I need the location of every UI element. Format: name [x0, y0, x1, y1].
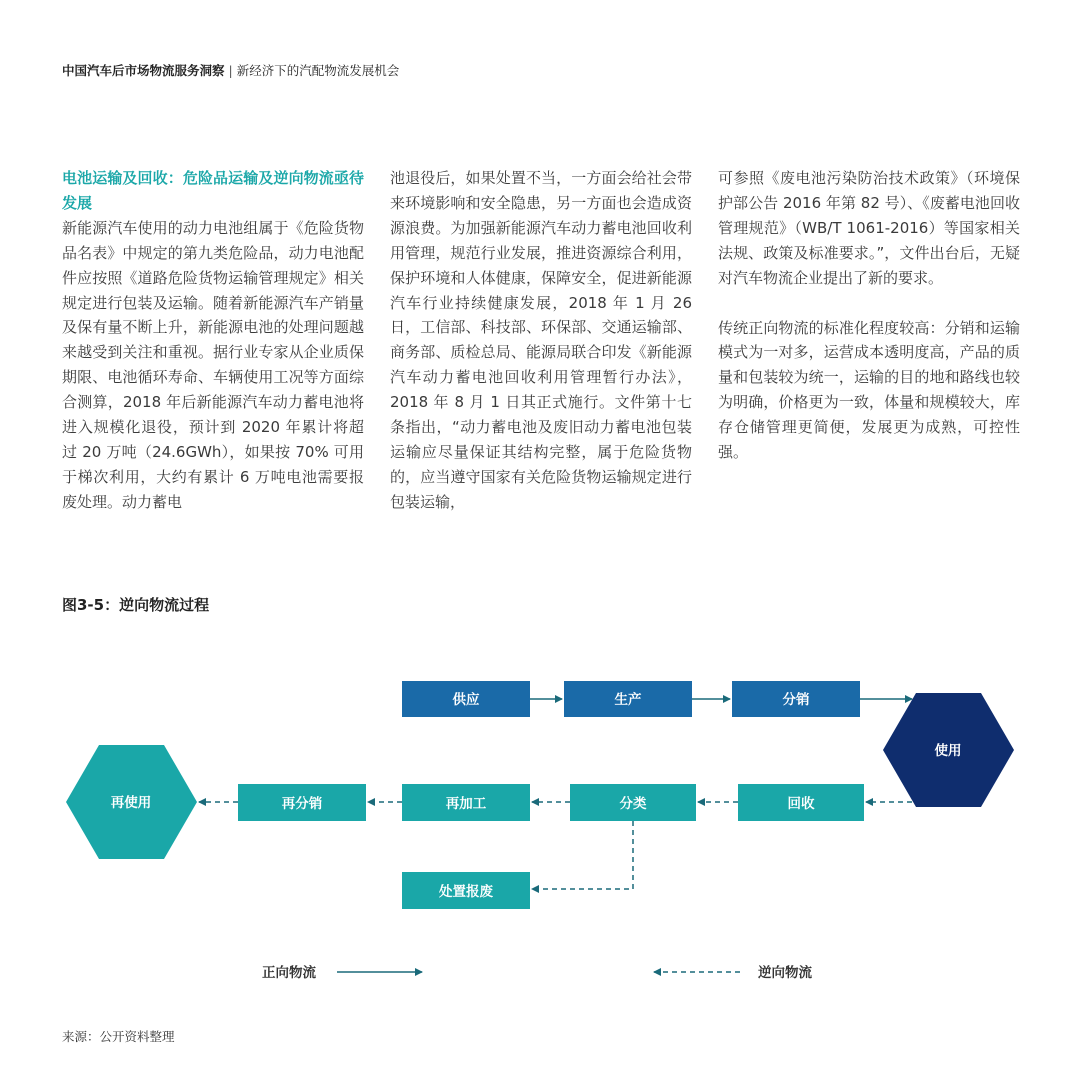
header-separator: | [228, 63, 233, 78]
distribute-label: 分销 [782, 692, 810, 708]
dispose-label: 处置报废 [439, 884, 493, 900]
source-note: 来源：公开资料整理 [62, 1029, 175, 1044]
redistribute-label: 再分销 [281, 796, 323, 812]
header-title: 中国汽车后市场物流服务洞察 [62, 63, 225, 78]
supply-label: 供应 [452, 692, 480, 708]
figure-title: 图3-5：逆向物流过程 [62, 596, 210, 614]
text-column-2 [390, 166, 692, 515]
text-column-3 [718, 166, 1020, 465]
column-3-paragraph-1: 可参照《废电池污染防治技术政策》（环境保护部公告 2016 年第 82 号）、《废蓄电池回收管理规范》（WB/T 1061-2016）等国家相关法规、政策及标准要求。”，文件出台后，无疑对汽车物流企业提出了新的要求。 [718, 169, 1020, 287]
sort-label: 分类 [619, 796, 647, 812]
reuse-label: 再使用 [110, 795, 152, 811]
header-subtitle: 新经济下的汽配物流发展机会 [236, 63, 400, 78]
recycle-label: 回收 [787, 796, 815, 812]
section-heading: 电池运输及回收：危险品运输及逆向物流亟待发展 [62, 169, 364, 212]
column-1-paragraph: 新能源汽车使用的动力电池组属于《危险货物品名表》中规定的第九类危险品，动力电池配件应按照《道路危险货物运输管理规定》相关规定进行包装及运输。随着新能源汽车产销量及保有量不断上升，新能源电池的处理问题越来越受到关注和重视。据行业专家从企业质保期限、电池循环寿命、车辆使用工况等方面综合测算，2018 年后新能源汽车动力蓄电池将进入规模化退役，预计到 2020 年累计将超过 20 万吨（24.6GWh），如果按 70% 可用于梯次利用，大约有累计 6 万吨电池需要报废处理。动力蓄电 [62, 218, 364, 511]
legend-forward-label: 正向物流 [262, 965, 316, 981]
column-3-paragraph-2: 传统正向物流的标准化程度较高：分销和运输模式为一对多，运营成本透明度高，产品的质量和包装较为统一，运输的目的地和路线也较为明确，价格更为一致，体量和规模较大，库存仓储管理更简便，发展更为成熟，可控性强。 [718, 318, 1020, 462]
arrow-sort-dispose [532, 821, 633, 889]
use-label: 使用 [934, 743, 962, 759]
text-column-1 [62, 166, 364, 515]
legend-reverse-label: 逆向物流 [758, 965, 812, 981]
produce-label: 生产 [614, 692, 642, 708]
reprocess-label: 再加工 [445, 796, 487, 812]
running-header [62, 61, 399, 79]
column-2-paragraph: 池退役后，如果处置不当，一方面会给社会带来环境影响和安全隐患，另一方面也会造成资源浪费。为加强新能源汽车动力蓄电池回收利用管理，规范行业发展，推进资源综合利用，保护环境和人体健康，保障安全，促进新能源汽车行业持续健康发展，2018 年 1 月 26 日，工信部、科技部、环保部、交通运输部、商务部、质检总局、能源局联合印发《新能源汽车动力蓄电池回收利用管理暂行办法》，2018 年 8 月 1 日其正式施行。文件第十七条指出，“动力蓄电池及废旧动力蓄电池包装运输应尽量保证其结构完整，属于危险货物的，应当遵守国家有关危险货物运输规定进行包装运输， [390, 169, 692, 511]
reverse-logistics-diagram [0, 640, 1080, 1000]
